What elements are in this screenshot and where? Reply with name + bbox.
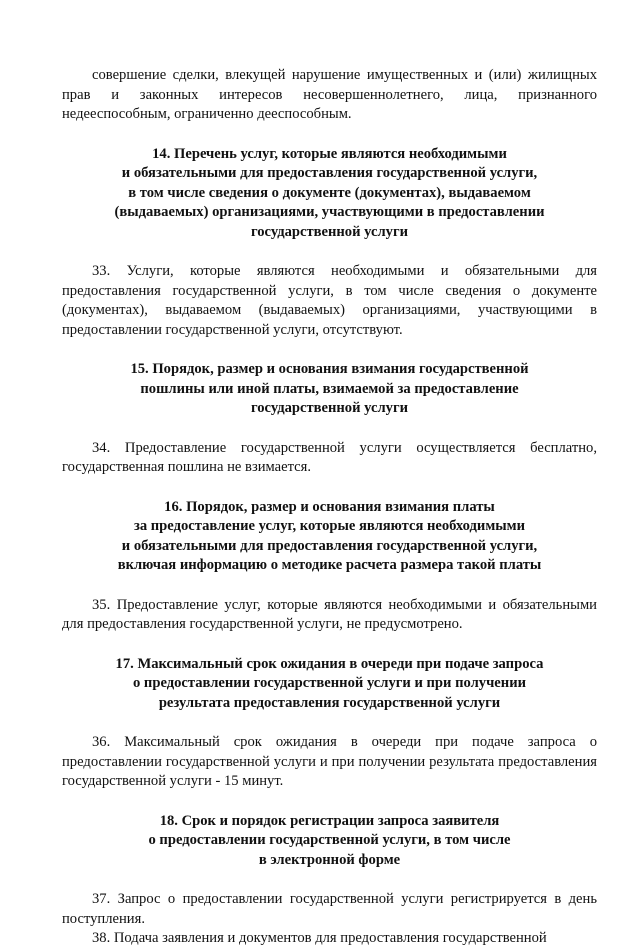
heading-line: и обязательными для предоставления государственной услуги, [121, 165, 538, 181]
section-14-heading [62, 145, 597, 243]
heading-line: государственной услуги [250, 223, 409, 240]
paragraph-36: 36. Максимальный срок ожидания в очереди при подаче запроса о предоставлении государственной услуги и при получении результата предоставления государственной услуги - 15 минут. [62, 734, 597, 789]
heading-line: пошлины или иной платы, взимаемой за предоставление [140, 380, 519, 397]
heading-line: 14. Перечень услуг, которые являются необходимыми [152, 145, 507, 162]
heading-line: (выдаваемых) организациями, участвующими в предоставлении [114, 204, 545, 220]
section-15-heading [62, 360, 597, 419]
heading-line: 17. Максимальный срок ожидания в очереди при подаче запроса [115, 655, 544, 672]
section-16-heading [62, 498, 597, 576]
heading-line: за предоставление услуг, которые являются необходимыми [133, 518, 526, 534]
heading-line: результата предоставления государственной услуги [158, 694, 501, 711]
paragraph-33: 33. Услуги, которые являются необходимыми и обязательными для предоставления государственной услуги, в том числе сведения о документе (документах), выдаваемом (выдаваемых) организациями, участвующими в предоставлении государственной услуги, отсутствуют. [62, 263, 597, 338]
heading-line: в электронной форме [258, 851, 401, 868]
heading-line: в том числе сведения о документе (документах), выдаваемом [128, 184, 531, 201]
heading-line: и обязательными для предоставления государственной услуги, [121, 537, 538, 554]
paragraph-38: 38. Подача заявления и документов для предоставления государственной [92, 930, 547, 946]
section-17-heading [62, 655, 597, 714]
paragraph-34: 34. Предоставление государственной услуги осуществляется бесплатно, государственная пошлина не взимается. [62, 439, 597, 475]
paragraph-37: 37. Запрос о предоставлении государственной услуги регистрируется в день поступления. [62, 891, 597, 927]
heading-line: 18. Срок и порядок регистрации запроса заявителя [159, 812, 500, 829]
heading-line: о предоставлении государственной услуги и при получении [132, 675, 527, 691]
section-18-heading [62, 812, 597, 871]
heading-line: 16. Порядок, размер и основания взимания платы [164, 498, 495, 515]
paragraph-continuation: совершение сделки, влекущей нарушение имущественных и (или) жилищных прав и законных интересов несовершеннолетнего, лица, признанного недееспособным, ограниченно дееспособным. [62, 67, 597, 122]
heading-line: 15. Порядок, размер и основания взимания государственной [130, 361, 529, 377]
heading-line: о предоставлении государственной услуги, в том числе [148, 832, 511, 848]
paragraph-35: 35. Предоставление услуг, которые являются необходимыми и обязательными для предоставления государственной услуги, не предусмотрено. [62, 596, 597, 632]
heading-line: включая информацию о методике расчета размера такой платы [117, 557, 542, 573]
heading-line: государственной услуги [250, 400, 409, 416]
